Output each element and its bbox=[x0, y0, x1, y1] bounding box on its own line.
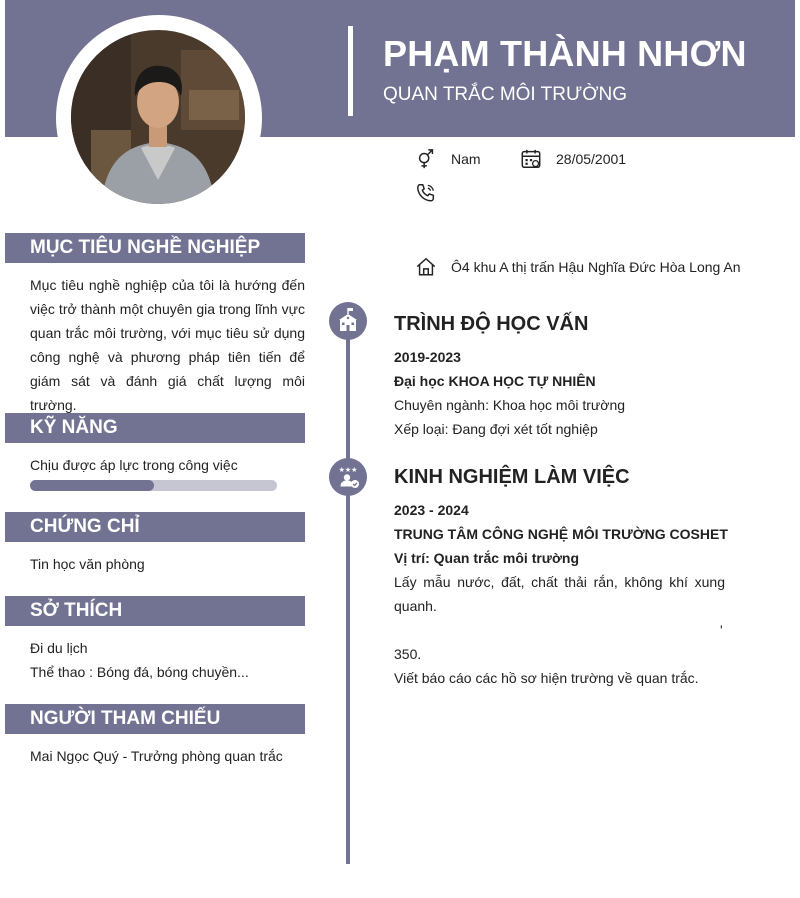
reference-item: Mai Ngọc Quý - Trưởng phòng quan trắc bbox=[30, 748, 283, 764]
address-value: Ô4 khu A thị trấn Hậu Nghĩa Đức Hòa Long An bbox=[451, 259, 741, 275]
education-school: Đại học KHOA HỌC TỰ NHIÊN bbox=[394, 373, 596, 389]
candidate-title: QUAN TRẮC MÔI TRƯỜNG bbox=[383, 84, 627, 105]
hobby-item: Thể thao : Bóng đá, bóng chuyền... bbox=[30, 664, 249, 680]
svg-text:★★★: ★★★ bbox=[338, 466, 358, 474]
experience-period: 2023 - 2024 bbox=[394, 502, 469, 518]
experience-company: TRUNG TÂM CÔNG NGHỆ MÔI TRƯỜNG COSHET bbox=[394, 526, 728, 542]
skill-name: Chịu được áp lực trong công việc bbox=[30, 457, 238, 473]
school-icon bbox=[329, 302, 367, 340]
objective-heading: MỤC TIÊU NGHỀ NGHIỆP bbox=[5, 233, 305, 263]
rating-user-icon bbox=[329, 458, 367, 496]
header-divider bbox=[348, 26, 353, 116]
gender-value: Nam bbox=[451, 151, 481, 167]
home-icon bbox=[415, 256, 437, 278]
skill-level-bar bbox=[30, 480, 277, 491]
hobbies-heading: SỞ THÍCH bbox=[5, 596, 305, 626]
birthdate-value: 28/05/2001 bbox=[556, 151, 627, 167]
certificates-heading: CHỨNG CHỈ bbox=[5, 512, 305, 542]
references-heading: NGƯỜI THAM CHIẾU bbox=[5, 704, 305, 734]
phone-icon bbox=[415, 182, 437, 204]
experience-description: Lấy mẫu nước, đất, chất thải rắn, không khí xung quanh. bbox=[394, 574, 725, 614]
experience-heading: KINH NGHIỆM LÀM VIỆC bbox=[394, 466, 630, 488]
hobby-item: Đi du lịch bbox=[30, 640, 88, 656]
certificate-item: Tin học văn phòng bbox=[30, 556, 145, 572]
address-row bbox=[415, 256, 741, 278]
calendar-icon bbox=[520, 148, 542, 170]
gender-icon bbox=[415, 148, 437, 170]
avatar bbox=[71, 30, 245, 204]
phone-row bbox=[415, 182, 451, 204]
education-major: Chuyên ngành: Khoa học môi trường bbox=[394, 397, 626, 413]
skills-heading: KỸ NĂNG bbox=[5, 413, 305, 443]
education-badge bbox=[329, 302, 367, 340]
birthdate-row bbox=[520, 148, 626, 170]
experience-position: Vị trí: Quan trắc môi trường bbox=[394, 550, 579, 566]
objective-text: Mục tiêu nghề nghiệp của tôi là hướng đến việc trở thành một chuyên gia trong lĩnh vực quan trắc môi trường, với mục tiêu sử dụng công nghệ và phương pháp tiên tiến để giám sát và đánh giá chất lượng môi trường. bbox=[30, 277, 305, 413]
education-heading: TRÌNH ĐỘ HỌC VẤN bbox=[394, 313, 589, 335]
gender-row bbox=[415, 148, 481, 170]
candidate-name: PHẠM THÀNH NHƠN bbox=[383, 33, 747, 74]
education-period: 2019-2023 bbox=[394, 349, 461, 365]
experience-mark: ' bbox=[720, 622, 723, 638]
experience-badge bbox=[329, 458, 367, 496]
timeline-line bbox=[346, 320, 350, 864]
experience-extra-number: 350. bbox=[394, 646, 422, 662]
experience-extra-task: Viết báo cáo các hồ sơ hiện trường về quan trắc. bbox=[394, 670, 699, 686]
skill-level-fill bbox=[30, 480, 154, 491]
education-rank: Xếp loại: Đang đợi xét tốt nghiệp bbox=[394, 421, 598, 437]
